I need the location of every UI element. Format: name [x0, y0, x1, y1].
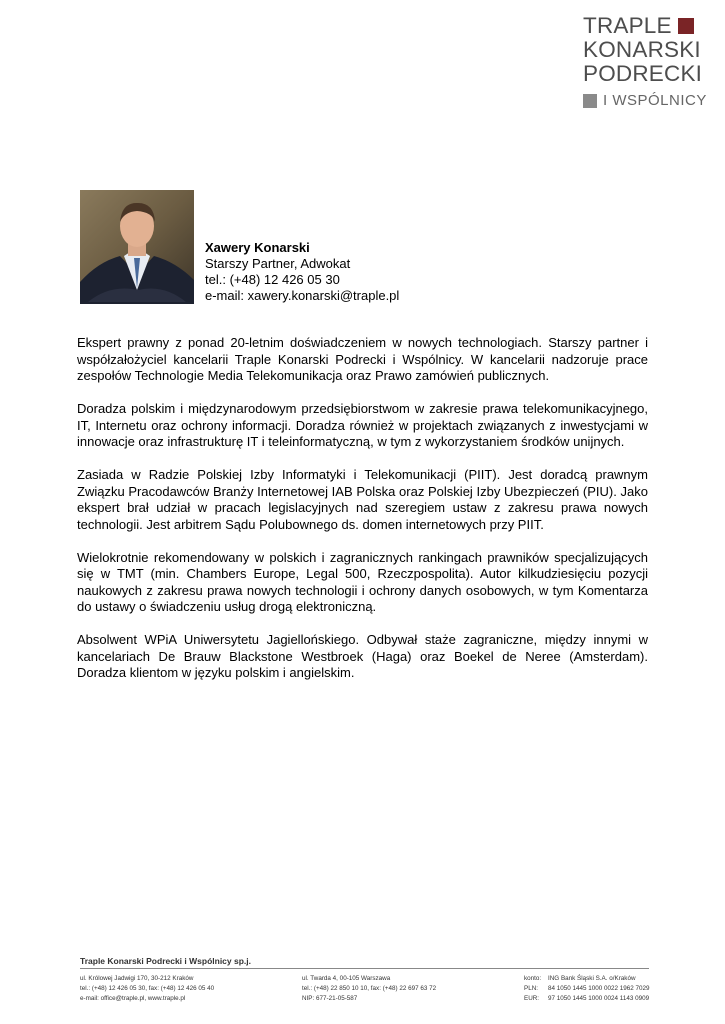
firm-logo: [583, 14, 713, 109]
footer-firm-name: Traple Konarski Podrecki i Wspólnicy sp.j.: [80, 956, 251, 966]
warszawa-nip: NIP: 677-21-05-587: [302, 995, 358, 1002]
bank-pln-label: PLN:: [524, 985, 538, 992]
bank-konto-label: konto:: [524, 975, 542, 982]
person-title: Starszy Partner, Adwokat: [205, 256, 351, 271]
logo-line-podrecki: PODRECKI: [583, 61, 703, 86]
footer-krakow-office: [80, 974, 214, 1004]
footer-divider: [80, 968, 649, 969]
bank-eur-label: EUR:: [524, 995, 540, 1002]
footer-bank-details: [524, 974, 650, 1004]
footer-warszawa-office: [302, 974, 436, 1004]
profile-photo: [80, 190, 194, 304]
warszawa-address: ul. Twarda 4, 00-105 Warszawa: [302, 975, 391, 982]
bank-konto-value: ING Bank Śląski S.A. o/Kraków: [548, 975, 636, 982]
warszawa-phone: tel.: (+48) 22 850 10 10, fax: (+48) 22 697 63 72: [302, 985, 437, 992]
bio-paragraph: Doradza polskim i międzynarodowym przedsiębiorstwom w zakresie prawa telekomunikacyjnego, IT, Internetu oraz ochrony informacji. Doradza również w projektach związanych z inwestycjami w innowacje oraz infrastrukturę IT i teleinformatyczną, w tym z wykorzystaniem środków unijnych.: [77, 401, 648, 449]
bank-pln-value: 84 1050 1445 1000 0022 1962 7029: [548, 985, 650, 992]
bio-paragraph: Zasiada w Radzie Polskiej Izby Informatyki i Telekomunikacji (PIIT). Jest doradcą prawnym Związku Pracodawców Branży Internetowej IAB Polska oraz Polskiej Izby Ubezpieczeń (PIU). Jako ekspert brał udział w pracach legislacyjnych nad szeregiem ustaw z zakresu prawa nowych technologii. Jest arbitrem Sądu Polubownego ds. domen internetowych przy PIIT.: [77, 467, 648, 532]
person-name: Xawery Konarski: [205, 240, 310, 255]
krakow-email: e-mail: office@traple.pl, www.traple.pl: [80, 995, 186, 1002]
contact-block: [205, 240, 399, 304]
bio-paragraph: Wielokrotnie rekomendowany w polskich i zagranicznych rankingach prawników specjalizujących się w TMT (min. Chambers Europe, Legal 500, Rzeczpospolita). Autor kilkudziesięciu pozycji naukowych z zakresu prawa nowych technologii i ochrony danych osobowych, w tym Komentarza do ustawy o świadczeniu usług drogą elektroniczną.: [77, 549, 648, 614]
person-phone: tel.: (+48) 12 426 05 30: [205, 272, 340, 287]
bio-paragraph: Ekspert prawny z ponad 20-letnim doświadczeniem w nowych technologiach. Starszy partner i współzałożyciel kancelarii Traple Konarski Podrecki i Wspólnicy. W kancelarii nadzoruje prace zespołów Technologie Media Telekomunikacja oraz Prawo zamówień publicznych.: [77, 335, 648, 383]
logo-red-square-icon: [678, 18, 694, 34]
person-email: e-mail: xawery.konarski@traple.pl: [205, 288, 400, 303]
bio-content: [77, 335, 648, 698]
krakow-address: ul. Królowej Jadwigi 170, 30-212 Kraków: [80, 975, 194, 982]
bio-paragraph: Absolwent WPiA Uniwersytetu Jagiellońskiego. Odbywał staże zagraniczne, między innymi w kancelariach De Brauw Blackstone Westbroek (Haga) oraz Boekel de Neree (Amsterdam). Doradza klientom w języku polskim i angielskim.: [77, 632, 648, 680]
krakow-phone: tel.: (+48) 12 426 05 30, fax: (+48) 12 426 05 40: [80, 985, 215, 992]
logo-line-traple: TRAPLE: [583, 13, 672, 38]
logo-line-wspolnicy: I WSPÓLNICY: [603, 92, 707, 109]
bank-eur-value: 97 1050 1445 1000 0024 1143 0909: [548, 995, 650, 1002]
logo-line-konarski: KONARSKI: [583, 37, 701, 62]
logo-grey-square-icon: [583, 94, 597, 108]
